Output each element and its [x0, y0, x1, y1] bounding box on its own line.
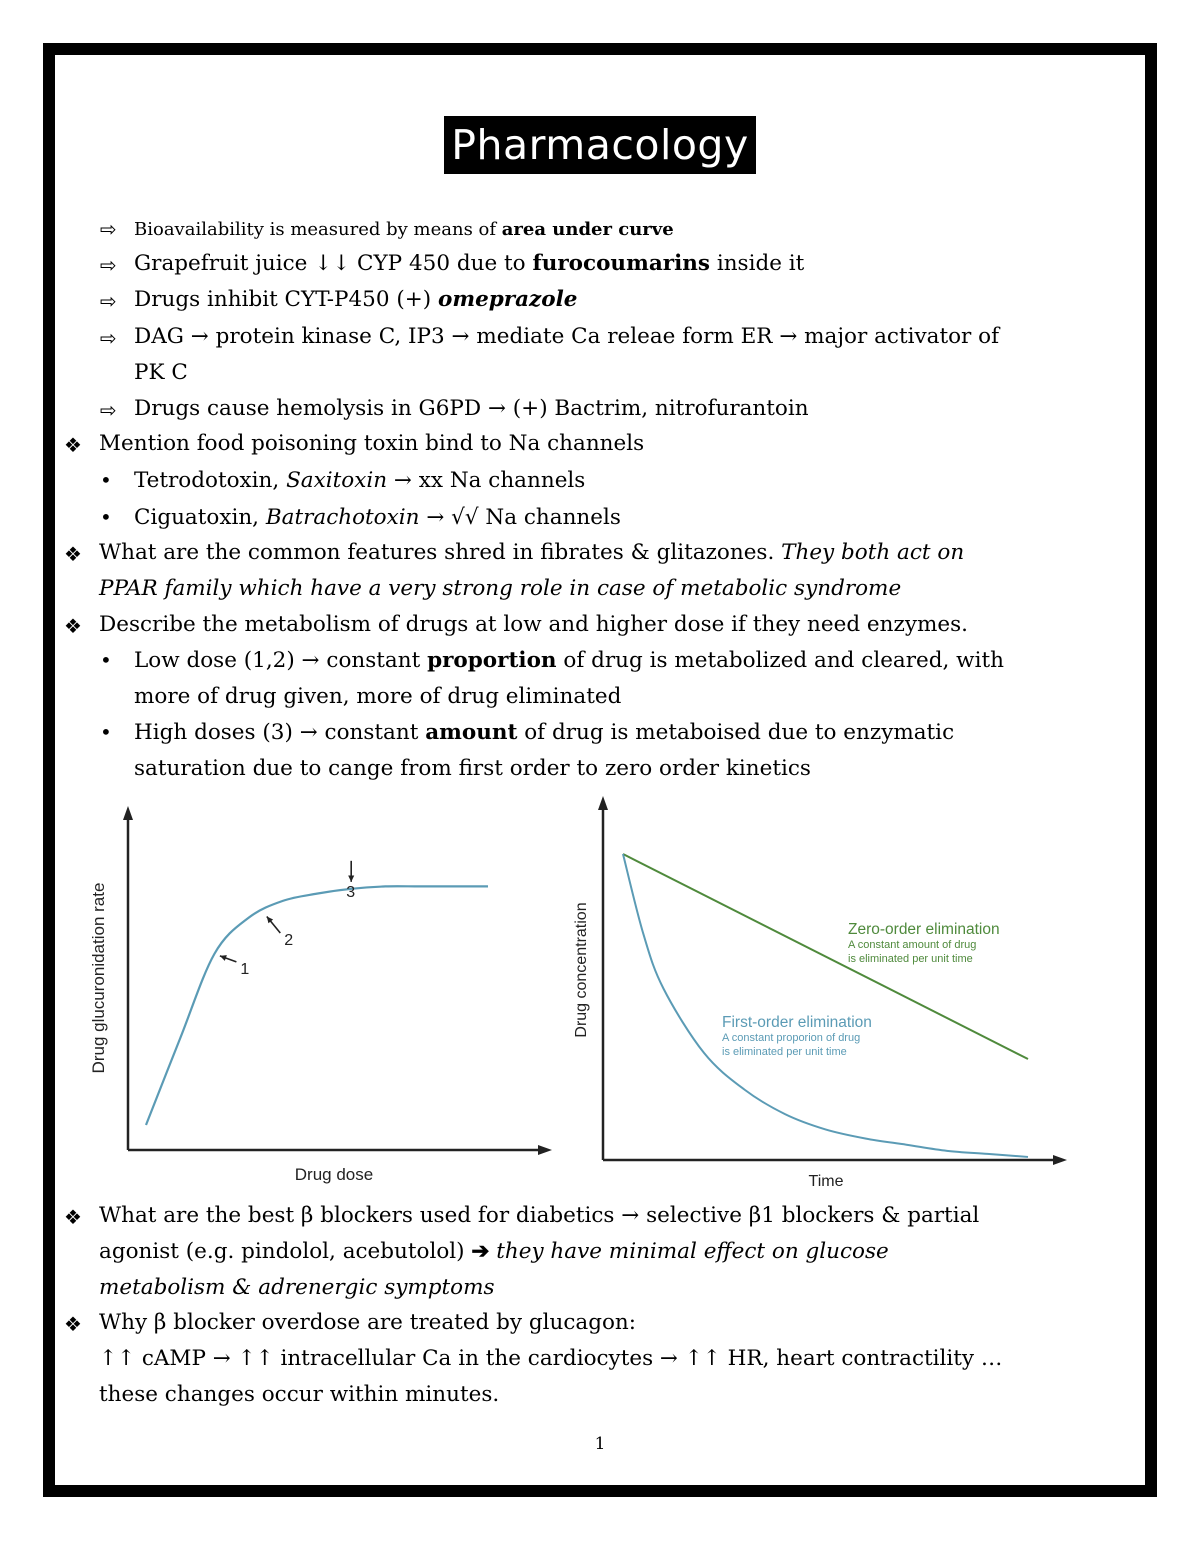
x-axis-label: Time — [808, 1173, 844, 1190]
annotation-arrowhead — [220, 955, 227, 961]
arrow-bullet-icon: ⇨ — [100, 398, 117, 422]
glucuronidation-curve — [146, 883, 488, 1125]
answer-beta-blockers: agonist (e.g. pindolol, acebutolol) ➔ they have minimal effect on glucose — [99, 1239, 889, 1264]
note-g6pd: Drugs cause hemolysis in G6PD → (+) Bactrim, nitrofurantoin — [134, 396, 809, 421]
dot-bullet-icon: • — [100, 505, 112, 529]
diamond-bullet-icon: ❖ — [64, 1205, 82, 1229]
arrow-bullet-icon: ⇨ — [100, 253, 117, 277]
page-number: 1 — [594, 1434, 606, 1454]
first-order-desc-2: is eliminated per unit time — [722, 1046, 847, 1058]
answer-low-dose-cont: more of drug given, more of drug eliminated — [134, 684, 622, 709]
x-axis-label: Drug dose — [294, 1165, 374, 1184]
annotation-label-3: 3 — [346, 883, 356, 901]
chart-glucuronidation — [80, 800, 560, 1200]
answer-glucagon-cont: these changes occur within minutes. — [99, 1382, 500, 1407]
x-axis-arrowhead — [1053, 1155, 1067, 1165]
y-axis-label: Drug glucuronidation rate — [89, 882, 108, 1074]
first-order-curve — [623, 854, 1028, 1157]
question-glucagon: Why β blocker overdose are treated by glucagon: — [99, 1310, 637, 1335]
note-grapefruit: Grapefruit juice ↓↓ CYP 450 due to furocoumarins inside it — [134, 251, 805, 276]
answer-ciguatoxin: Ciguatoxin, Batrachotoxin → √√ Na channels — [134, 505, 621, 530]
answer-tetrodotoxin: Tetrodotoxin, Saxitoxin → xx Na channels — [134, 468, 586, 493]
x-axis-arrowhead — [538, 1145, 552, 1155]
question-fibrates: What are the common features shred in fibrates & glitazones. They both act on — [99, 540, 965, 565]
annotation-label-1: 1 — [240, 960, 250, 978]
arrow-bullet-icon: ⇨ — [100, 326, 117, 350]
answer-fibrates: PPAR family which have a very strong role in case of metabolic syndrome — [99, 576, 902, 601]
note-bioavailability: Bioavailability is measured by means of area under curve — [134, 219, 674, 240]
y-axis-arrowhead — [598, 796, 608, 810]
chart-elimination — [566, 792, 1076, 1192]
question-food-poisoning: Mention food poisoning toxin bind to Na channels — [99, 431, 645, 456]
note-cyp-inhibit: Drugs inhibit CYT-P450 (+) omeprazole — [134, 287, 578, 312]
zero-order-desc-1: A constant amount of drug — [848, 939, 977, 951]
first-order-label: First-order elimination — [722, 1014, 872, 1031]
answer-high-dose: High doses (3) → constant amount of drug is metaboised due to enzymatic — [134, 720, 955, 745]
answer-beta-blockers-cont: metabolism & adrenergic symptoms — [99, 1275, 495, 1300]
dot-bullet-icon: • — [100, 720, 112, 744]
answer-high-dose-cont: saturation due to cange from first order to zero order kinetics — [134, 756, 811, 781]
note-dag: DAG → protein kinase C, IP3 → mediate Ca releae form ER → major activator of — [134, 324, 1000, 349]
arrow-bullet-icon: ⇨ — [100, 289, 117, 313]
note-dag-cont: PK C — [134, 360, 188, 385]
question-beta-blockers: What are the best β blockers used for diabetics → selective β1 blockers & partial — [99, 1203, 980, 1228]
annotation-arrowhead — [348, 876, 354, 882]
answer-glucagon: ↑↑ cAMP → ↑↑ intracellular Ca in the cardiocytes → ↑↑ HR, heart contractility … — [99, 1346, 1003, 1371]
page-title: Pharmacology — [444, 116, 756, 174]
zero-order-label: Zero-order elimination — [848, 921, 1000, 938]
zero-order-desc-2: is eliminated per unit time — [848, 953, 973, 965]
arrow-bullet-icon: ⇨ — [100, 217, 117, 241]
first-order-desc-1: A constant proporion of drug — [722, 1032, 861, 1044]
y-axis-label: Drug concentration — [573, 902, 590, 1038]
diamond-bullet-icon: ❖ — [64, 433, 82, 457]
diamond-bullet-icon: ❖ — [64, 1312, 82, 1336]
dot-bullet-icon: • — [100, 468, 112, 492]
question-metabolism: Describe the metabolism of drugs at low and higher dose if they need enzymes. — [99, 612, 968, 637]
annotation-label-2: 2 — [284, 931, 294, 949]
dot-bullet-icon: • — [100, 648, 112, 672]
answer-low-dose: Low dose (1,2) → constant proportion of drug is metabolized and cleared, with — [134, 648, 1004, 673]
diamond-bullet-icon: ❖ — [64, 542, 82, 566]
diamond-bullet-icon: ❖ — [64, 614, 82, 638]
y-axis-arrowhead — [123, 806, 133, 820]
